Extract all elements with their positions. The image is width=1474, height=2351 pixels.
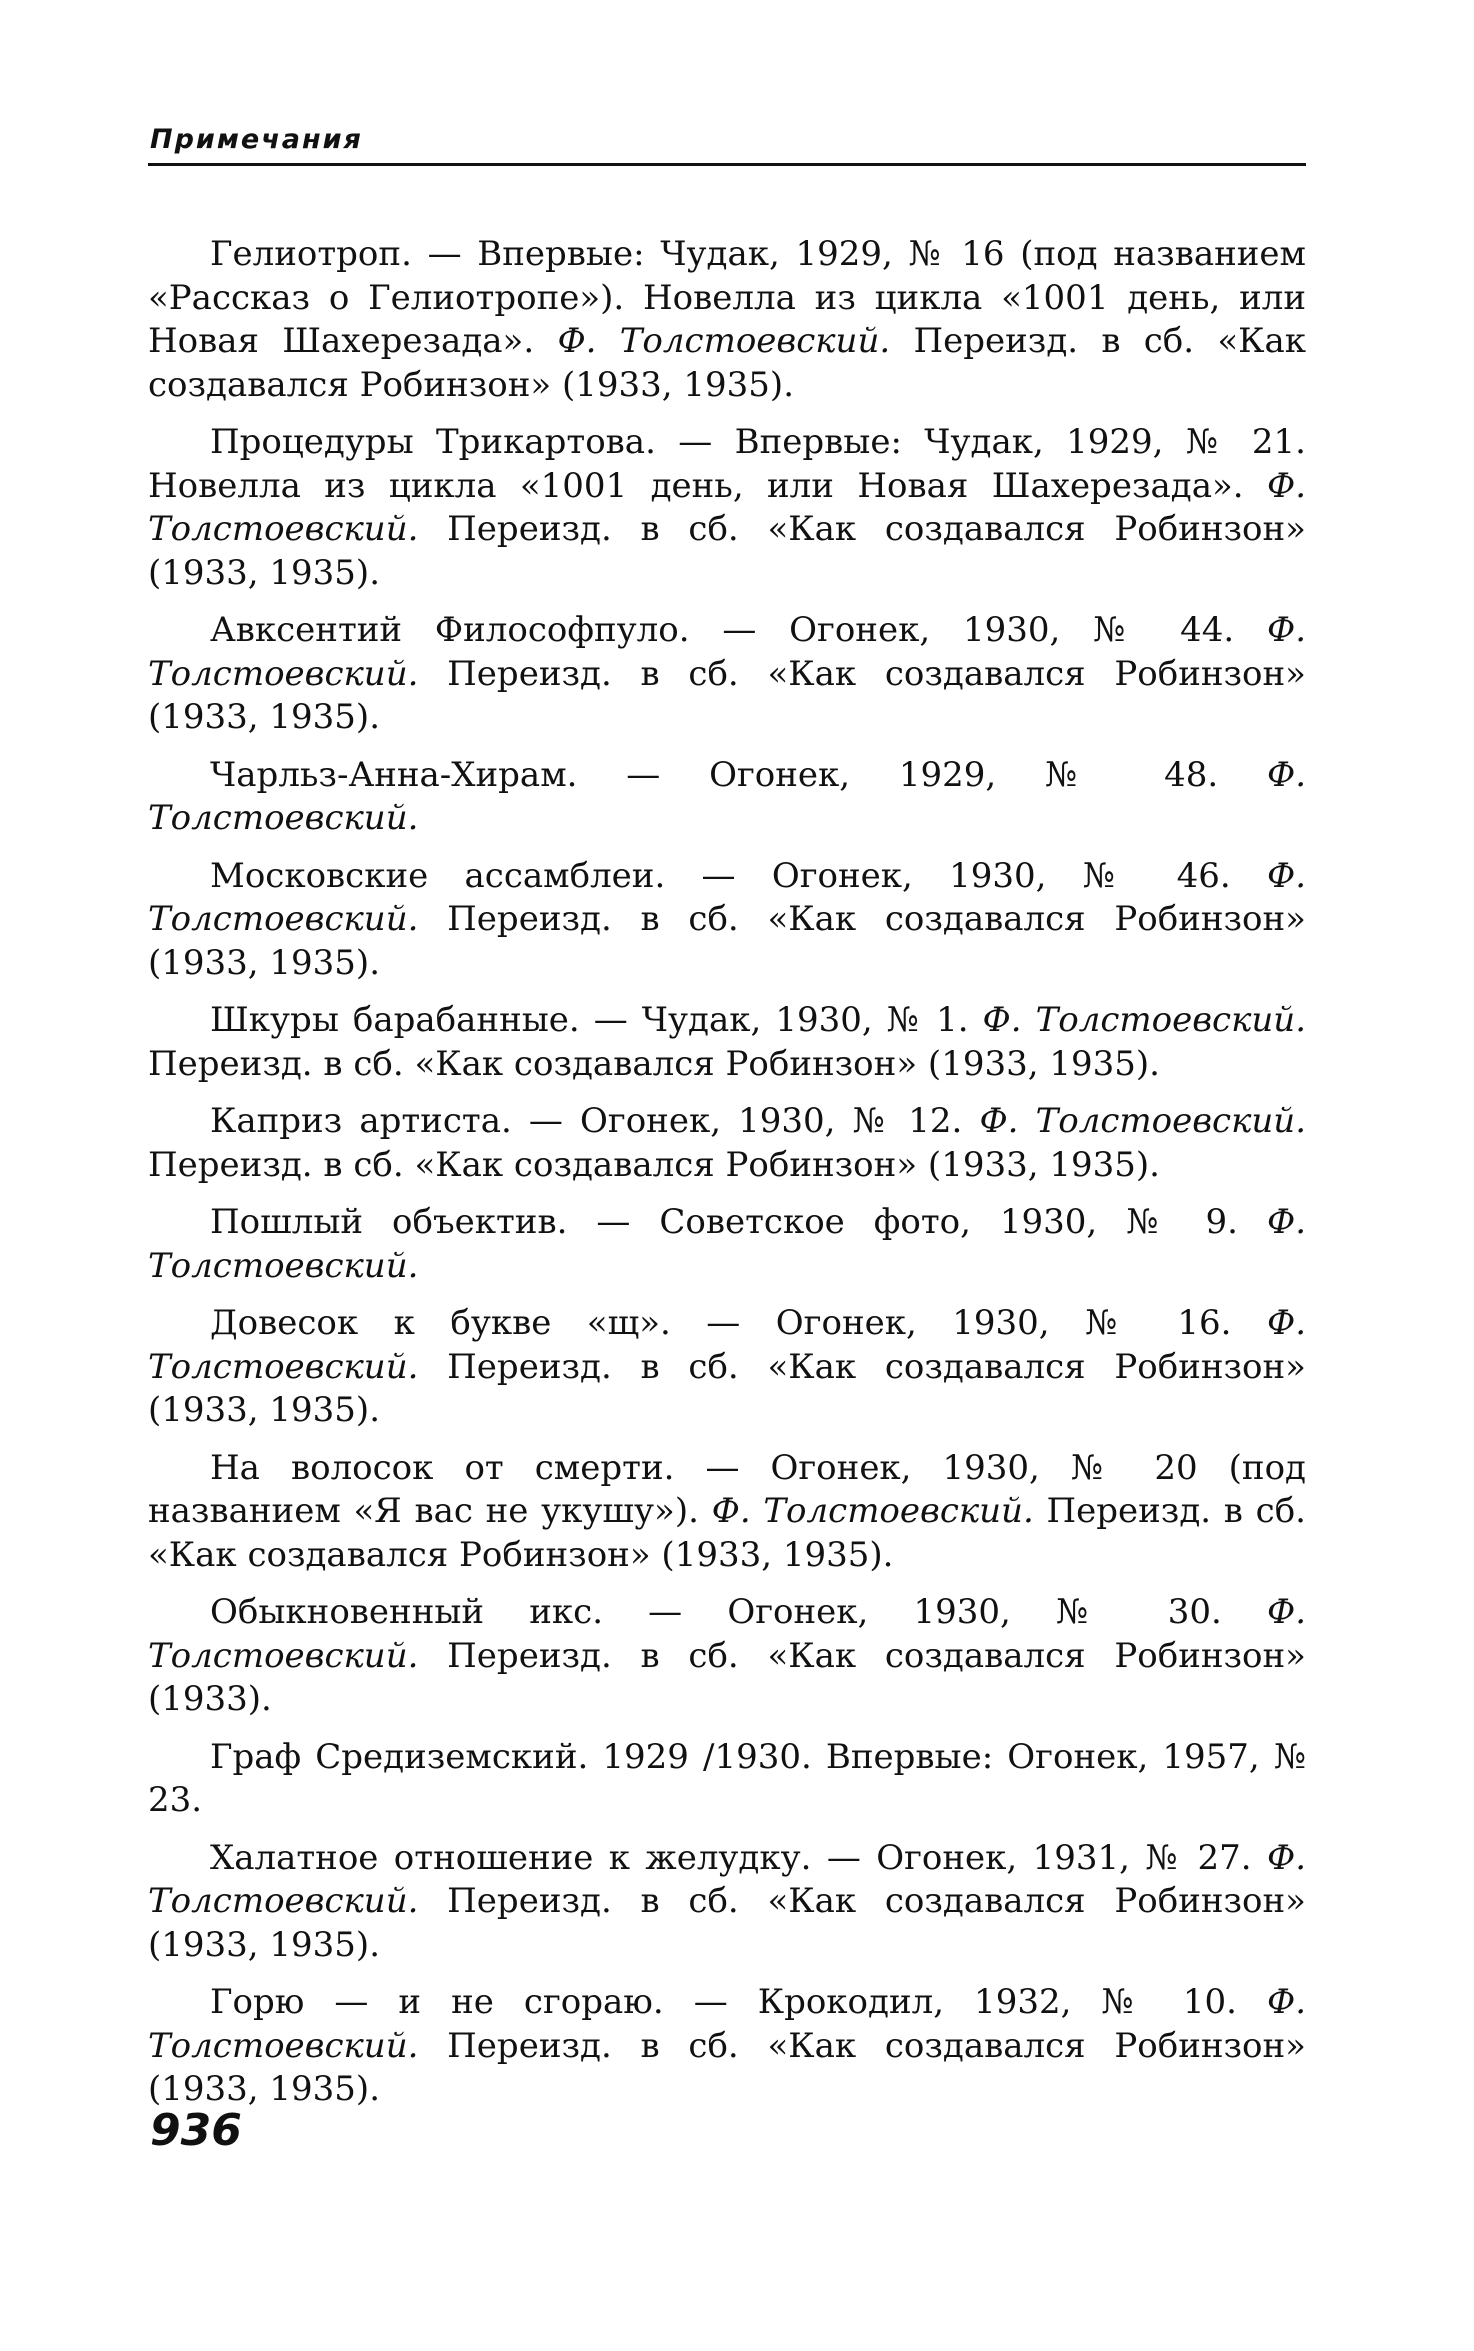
note-entry: Авксентий Философпуло. — Огонек, 1930, № 44. Ф. Толстоевский. Переизд. в сб. «Как создавался Робинзон» (1933, 1935). (148, 610, 1306, 737)
note-entry: Пошлый объектив. — Советское фото, 1930, № 9. Ф. Толстоевский. (148, 1202, 1306, 1286)
note-author: Ф. Толстоевский. (148, 610, 1306, 694)
running-head (148, 114, 1306, 166)
note-author: Ф. Толстоевский. (148, 855, 1306, 939)
note-entry: Горю — и не сгораю. — Крокодил, 1932, № 10. Ф. Толстоевский. Переизд. в сб. «Как создавался Робинзон» (1933, 1935). (148, 1982, 1306, 2109)
note-author: Ф. Толстоевский. (979, 1101, 1306, 1141)
note-author: Ф. Толстоевский. (711, 1491, 1034, 1531)
note-entry: Гелиотроп. — Впервые: Чудак, 1929, № 16 (под названием «Рассказ о Гелиотропе»). Новелла из цикла «1001 день, или Новая Шахерезада». Ф. Толстоевский. Переизд. в сб. «Как создавался Робинзон» (1933, 1935). (148, 234, 1307, 405)
note-entry: На волосок от смерти. — Огонек, 1930, № 20 (под названием «Я вас не укушу»). Ф. Толстоевский. Переизд. в сб. «Как создавался Робинзон» (1933, 1935). (148, 1447, 1306, 1575)
note-entry: Халатное отношение к желудку. — Огонек, 1931, № 27. Ф. Толстоевский. Переизд. в сб. «Как создавался Робинзон» (1933, 1935). (148, 1837, 1306, 1965)
note-author: Ф. Толстоевский. (148, 1303, 1306, 1387)
note-author: Ф. Толстоевский. (148, 1837, 1306, 1921)
note-author: Ф. Толстоевский. (148, 465, 1306, 549)
note-author: Ф. Толстоевский. (148, 1592, 1306, 1676)
note-entry: Шкуры барабанные. — Чудак, 1930, № 1. Ф. Толстоевский. Переизд. в сб. «Как создавался Робинзон» (1933, 1935). (148, 1000, 1307, 1084)
note-author: Ф. Толстоевский. (148, 1982, 1306, 2066)
note-author: Ф. Толстоевский. (148, 754, 1306, 838)
note-author: Ф. Толстоевский. (148, 1202, 1306, 1286)
page-number: 936 (150, 2105, 242, 2156)
notes-list (148, 233, 1306, 2126)
note-entry: Московские ассамблеи. — Огонек, 1930, № 46. Ф. Толстоевский. Переизд. в сб. «Как создавался Робинзон» (1933, 1935). (148, 855, 1306, 983)
note-entry: Довесок к букве «щ». — Огонек, 1930, № 16. Ф. Толстоевский. Переизд. в сб. «Как создавался Робинзон» (1933, 1935). (148, 1303, 1306, 1430)
note-entry: Обыкновенный икс. — Огонек, 1930, № 30. Ф. Толстоевский. Переизд. в сб. «Как создавался Робинзон» (1933). (148, 1592, 1306, 1719)
note-entry: Каприз артиста. — Огонек, 1930, № 12. Ф. Толстоевский. Переизд. в сб. «Как создавался Робинзон» (1933, 1935). (148, 1101, 1306, 1185)
note-entry: Граф Средиземский. 1929 /1930. Впервые: Огонек, 1957, № 23. (148, 1736, 1306, 1820)
note-entry: Процедуры Трикартова. — Впервые: Чудак, 1929, № 21. Новелла из цикла «1001 день, или Новая Шахерезада». Ф. Толстоевский. Переизд. в сб. «Как создавался Робинзон» (1933, 1935). (148, 422, 1306, 593)
note-author: Ф. Толстоевский. (982, 1000, 1307, 1040)
running-head-title: Примечания (150, 124, 363, 155)
note-entry: Чарльз-Анна-Хирам. — Огонек, 1929, № 48. Ф. Толстоевский. (148, 754, 1306, 838)
note-author: Ф. Толстоевский. (557, 321, 891, 361)
